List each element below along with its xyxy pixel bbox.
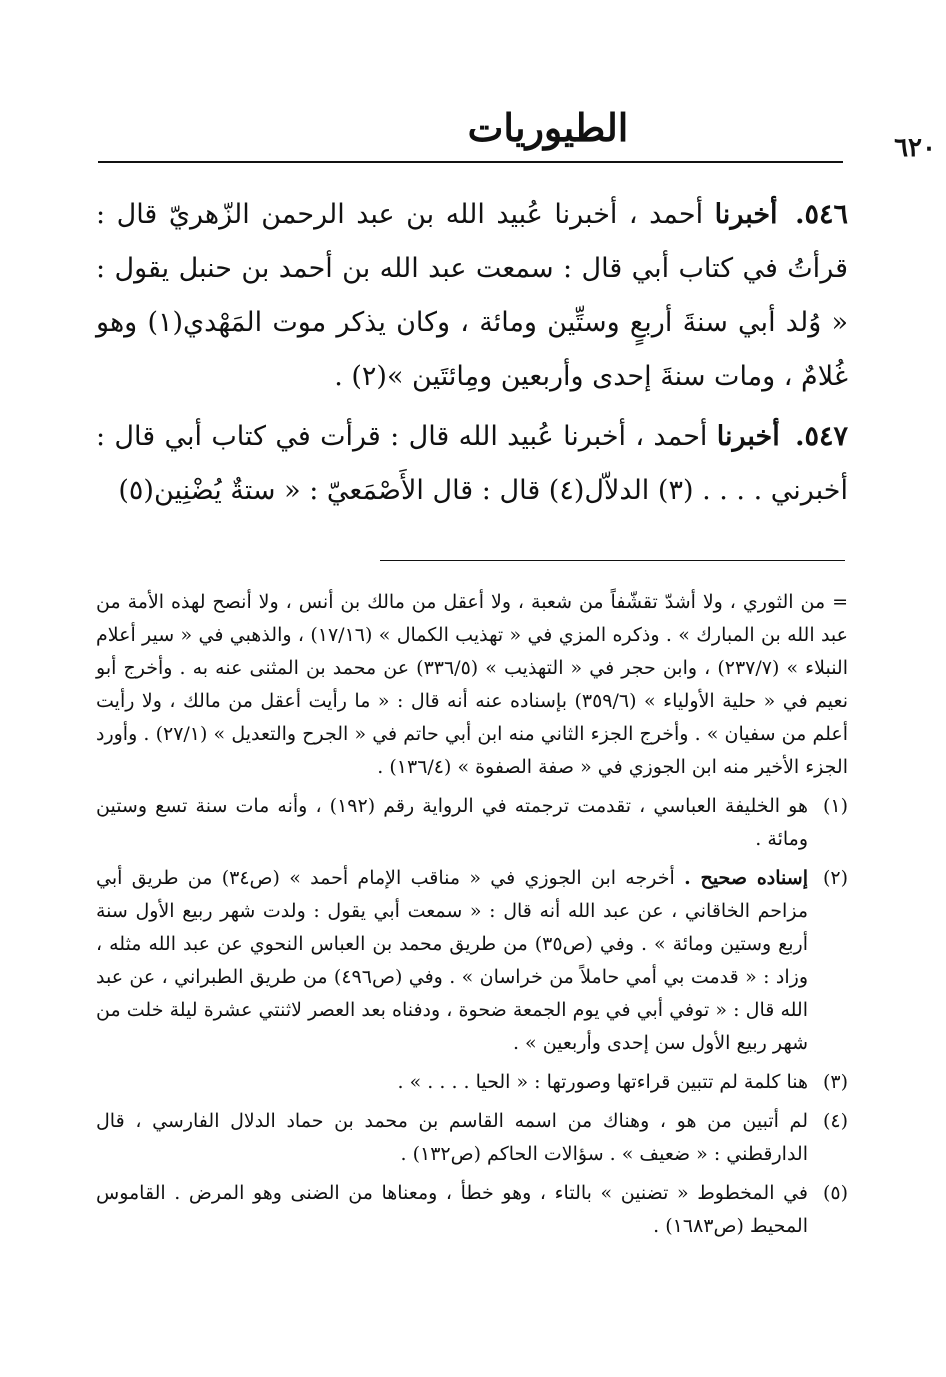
narration-lead: أخبرنا [716,421,780,452]
footnote-continuation: = من الثوري ، ولا أشدّ تقشّفاً من شعبة ، ولا أعقل من مالك بن أنس ، ولا أنصح لهذه الأمة من عبد الله بن المبارك » . وذكره المزي في « تهذيب الكمال » (١٧/١٦) ، والذهبي في « سير أعلام النبلاء » (٢٣٧/٧) ، وابن حجر في « التهذيب » (٣٣٦/٥) عن محمد بن المثنى عنه به . وأخرج أبو نعيم في « حلية الأولياء » (٣٥٩/٦) بإسناده عنه أنه قال : « ما رأيت أعقل من مالك ، ولا رأيت أعلم من سفيان » . وأخرج الجزء الثاني منه ابن أبي حاتم في « الجرح والتعديل » (٢٧/١) . وأورد الجزء الأخير منه ابن الجوزي في « صفة الصفوة » (١٣٦/٤) . [96,591,848,778]
footnote-mark: (٢) [822,867,848,889]
footnotes [96,586,848,1249]
book-title: الطيوريات [467,105,629,150]
footnote-2 [96,862,848,1060]
footnote-bold-lead: إسناده صحيح . [684,867,808,889]
main-text [96,188,848,524]
narration-number: ٥٤٦. [795,199,848,230]
footnote-5 [96,1177,848,1243]
footnote-text: في المخطوط « تضنين » بالتاء ، وهو خطأ ، ومعناها من الضنى وهو المرض . القاموس المحيط (ص١٦٨٣) . [96,1182,808,1237]
page-header [98,95,936,163]
footnote-3 [96,1066,848,1099]
page-number: ٦٢٠ [894,133,936,163]
narration-text: أحمد ، أخبرنا عُبيد الله بن عبد الرحمن الزّهريّ قال : قرأتُ في كتاب أبي قال : سمعت عبد الله بن أحمد بن حنبل يقول : « وُلد أبي سنةَ أربعٍ وستِّين ومائة ، وكان يذكر موت المَهْدي(١) وهو غُلامٌ ، ومات سنةَ إحدى وأربعين ومِائتَين »(٢) . [96,199,848,392]
narration-547 [96,410,848,518]
footnote-mark: (١) [822,795,848,817]
footnote-text: لم أتبين من هو ، وهناك من اسمه القاسم بن محمد بن حماد الدلال الفارسي ، قال الدارقطني : « ضعيف » . سؤالات الحاكم (ص١٣٢) . [96,1110,808,1165]
footnote-1 [96,790,848,856]
footnote-text: هنا كلمة لم تتبين قراءتها وصورتها : « الحيا . . . . » . [397,1071,808,1093]
narration-text: أحمد ، أخبرنا عُبيد الله قال : قرأت في كتاب أبي قال : أخبرني . . . . (٣) الدلاّل(٤) قال : قال الأَصْمَعيّ : « ستةٌ يُضْنِين(٥) [96,421,848,506]
footnote-mark: (٥) [822,1182,848,1204]
narration-lead: أخبرنا [714,199,778,230]
footnote-text: أخرجه ابن الجوزي في « مناقب الإمام أحمد » (ص٣٤) من طريق أبي مزاحم الخاقاني ، عن عبد الله أنه قال : « سمعت أبي يقول : ولدت شهر ربيع الأول سنة أربع وستين ومائة » . وفي (ص٣٥) من طريق محمد بن العباس النحوي عن عبد الله مثله ، وزاد : « قدمت بي أمي حاملاً من خراسان » . وفي (ص٤٩٦) من طريق الطبراني ، عن عبد الله قال : « توفي أبي في يوم الجمعة ضحوة ، ودفناه بعد العصر لاثنتي عشرة ليلة خلت من شهر ربيع الأول سن إحدى وأربعين » . [96,867,808,1054]
footnote-mark: (٣) [822,1071,848,1093]
footnote-text: هو الخليفة العباسي ، تقدمت ترجمته في الرواية رقم (١٩٢) ، وأنه مات سنة تسع وستين ومائة . [96,795,809,850]
narration-546 [96,188,848,404]
footnote-mark: (٤) [822,1110,848,1132]
footnote-4 [96,1105,848,1171]
footnote-divider [380,560,845,561]
narration-number: ٥٤٧. [795,421,848,452]
